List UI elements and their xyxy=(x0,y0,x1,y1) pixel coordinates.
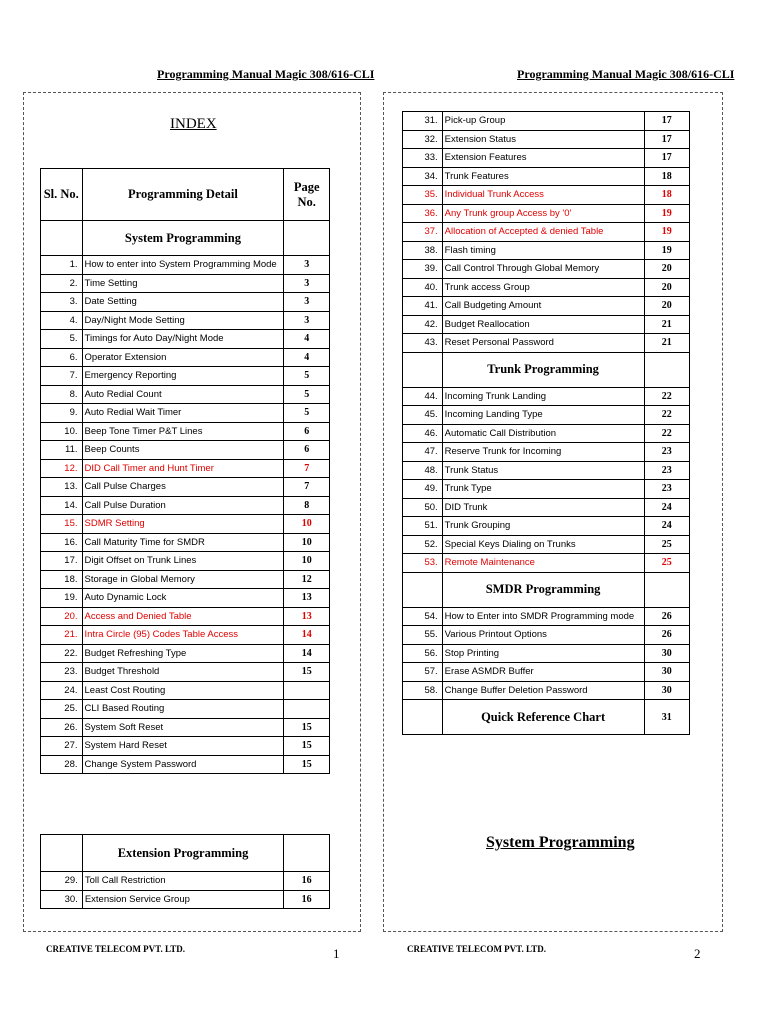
row-number: 37. xyxy=(403,223,443,242)
row-detail: SDMR Setting xyxy=(82,515,284,534)
index-row xyxy=(403,167,690,186)
row-detail: Special Keys Dialing on Trunks xyxy=(442,535,644,554)
index-row xyxy=(403,241,690,260)
row-page: 30 xyxy=(644,644,689,663)
row-page: 8 xyxy=(284,496,330,515)
index-row xyxy=(41,890,330,909)
row-detail: Extension Features xyxy=(442,149,644,168)
row-page: 3 xyxy=(284,256,330,275)
row-number: 27. xyxy=(41,737,83,756)
row-detail: Day/Night Mode Setting xyxy=(82,311,284,330)
index-row xyxy=(41,515,330,534)
section-trunk-programming: Trunk Programming xyxy=(442,352,644,387)
row-number: 26. xyxy=(41,718,83,737)
row-number: 4. xyxy=(41,311,83,330)
index-row xyxy=(403,681,690,700)
row-number: 42. xyxy=(403,315,443,334)
index-row xyxy=(41,293,330,312)
row-number: 22. xyxy=(41,644,83,663)
row-detail: Budget Refreshing Type xyxy=(82,644,284,663)
row-number: 50. xyxy=(403,498,443,517)
index-row xyxy=(41,589,330,608)
index-row xyxy=(403,334,690,353)
row-page: 24 xyxy=(644,498,689,517)
row-detail: Change Buffer Deletion Password xyxy=(442,681,644,700)
row-detail: Auto Redial Count xyxy=(82,385,284,404)
row-page: 20 xyxy=(644,260,689,279)
right-page-number: 2 xyxy=(694,946,701,961)
row-page: 22 xyxy=(644,387,689,406)
index-row xyxy=(41,626,330,645)
row-page: 15 xyxy=(284,755,330,774)
row-page: 14 xyxy=(284,626,330,645)
index-row xyxy=(41,552,330,571)
row-detail: Change System Password xyxy=(82,755,284,774)
index-row xyxy=(403,644,690,663)
row-detail: Intra Circle (95) Codes Table Access xyxy=(82,626,284,645)
index-row xyxy=(403,461,690,480)
row-number: 3. xyxy=(41,293,83,312)
index-row xyxy=(403,223,690,242)
index-row xyxy=(41,274,330,293)
row-number: 1. xyxy=(41,256,83,275)
row-detail: Trunk Features xyxy=(442,167,644,186)
index-title: INDEX xyxy=(170,116,217,132)
index-row xyxy=(41,459,330,478)
left-page-number: 1 xyxy=(333,946,340,961)
left-footer-company: CREATIVE TELECOM PVT. LTD. xyxy=(46,944,185,954)
row-number: 9. xyxy=(41,404,83,423)
row-page: 10 xyxy=(284,533,330,552)
row-page: 5 xyxy=(284,404,330,423)
row-page: 21 xyxy=(644,315,689,334)
row-page: 13 xyxy=(284,589,330,608)
row-page xyxy=(284,681,330,700)
row-detail: Trunk Status xyxy=(442,461,644,480)
row-number: 40. xyxy=(403,278,443,297)
index-row xyxy=(403,260,690,279)
quick-reference-page: 31 xyxy=(644,700,689,735)
row-detail: Automatic Call Distribution xyxy=(442,424,644,443)
index-row xyxy=(403,204,690,223)
row-detail: Call Control Through Global Memory xyxy=(442,260,644,279)
row-page: 25 xyxy=(644,535,689,554)
row-number: 57. xyxy=(403,663,443,682)
row-number: 41. xyxy=(403,297,443,316)
index-row xyxy=(41,441,330,460)
row-detail: Storage in Global Memory xyxy=(82,570,284,589)
row-number: 2. xyxy=(41,274,83,293)
index-row xyxy=(403,663,690,682)
row-page: 16 xyxy=(284,872,330,891)
row-number: 23. xyxy=(41,663,83,682)
row-number: 44. xyxy=(403,387,443,406)
index-row xyxy=(41,496,330,515)
row-detail: Flash timing xyxy=(442,241,644,260)
row-number: 32. xyxy=(403,130,443,149)
row-page: 19 xyxy=(644,241,689,260)
index-row xyxy=(41,422,330,441)
row-page: 6 xyxy=(284,422,330,441)
row-detail: Pick-up Group xyxy=(442,112,644,131)
row-detail: Incoming Landing Type xyxy=(442,406,644,425)
row-detail: Trunk Grouping xyxy=(442,517,644,536)
row-number: 48. xyxy=(403,461,443,480)
row-page xyxy=(284,700,330,719)
row-page: 18 xyxy=(644,167,689,186)
row-detail: Extension Status xyxy=(442,130,644,149)
row-detail: Stop Printing xyxy=(442,644,644,663)
row-number: 10. xyxy=(41,422,83,441)
index-row xyxy=(41,700,330,719)
row-number: 45. xyxy=(403,406,443,425)
index-row xyxy=(41,311,330,330)
index-row xyxy=(403,406,690,425)
index-row xyxy=(41,607,330,626)
row-page: 15 xyxy=(284,737,330,756)
row-detail: Call Pulse Duration xyxy=(82,496,284,515)
row-number: 5. xyxy=(41,330,83,349)
row-page: 17 xyxy=(644,112,689,131)
row-page: 18 xyxy=(644,186,689,205)
row-page: 19 xyxy=(644,223,689,242)
row-number: 43. xyxy=(403,334,443,353)
index-row xyxy=(41,737,330,756)
index-row xyxy=(403,424,690,443)
index-row xyxy=(403,498,690,517)
right-index-table xyxy=(402,111,690,735)
row-detail: Timings for Auto Day/Night Mode xyxy=(82,330,284,349)
row-detail: Extension Service Group xyxy=(82,890,283,909)
row-number: 18. xyxy=(41,570,83,589)
row-detail: Time Setting xyxy=(82,274,284,293)
section-smdr-programming: SMDR Programming xyxy=(442,572,644,607)
row-page: 23 xyxy=(644,461,689,480)
row-detail: System Soft Reset xyxy=(82,718,284,737)
row-number: 46. xyxy=(403,424,443,443)
row-page: 22 xyxy=(644,406,689,425)
row-detail: Erase ASMDR Buffer xyxy=(442,663,644,682)
row-detail: Budget Threshold xyxy=(82,663,284,682)
index-row xyxy=(403,517,690,536)
row-detail: Digit Offset on Trunk Lines xyxy=(82,552,284,571)
row-page: 20 xyxy=(644,278,689,297)
row-page: 20 xyxy=(644,297,689,316)
row-detail: Various Printout Options xyxy=(442,626,644,645)
row-number: 24. xyxy=(41,681,83,700)
row-number: 11. xyxy=(41,441,83,460)
row-number: 25. xyxy=(41,700,83,719)
row-page: 22 xyxy=(644,424,689,443)
row-page: 10 xyxy=(284,552,330,571)
row-page: 14 xyxy=(284,644,330,663)
index-row xyxy=(403,480,690,499)
row-number: 56. xyxy=(403,644,443,663)
row-number: 17. xyxy=(41,552,83,571)
index-row xyxy=(403,278,690,297)
row-number: 34. xyxy=(403,167,443,186)
row-number: 39. xyxy=(403,260,443,279)
index-row xyxy=(41,385,330,404)
row-number: 36. xyxy=(403,204,443,223)
row-number: 31. xyxy=(403,112,443,131)
left-index-table xyxy=(40,168,330,774)
row-number: 15. xyxy=(41,515,83,534)
sl-no-header: Sl. No. xyxy=(41,169,83,221)
row-page: 25 xyxy=(644,554,689,573)
row-detail: DID Trunk xyxy=(442,498,644,517)
row-detail: Toll Call Restriction xyxy=(82,872,283,891)
row-number: 35. xyxy=(403,186,443,205)
right-page-header: Programming Manual Magic 308/616-CLI xyxy=(517,67,735,81)
index-row xyxy=(41,663,330,682)
index-row xyxy=(403,387,690,406)
row-detail: Budget Reallocation xyxy=(442,315,644,334)
right-footer-company: CREATIVE TELECOM PVT. LTD. xyxy=(407,944,546,954)
row-number: 14. xyxy=(41,496,83,515)
row-page: 3 xyxy=(284,293,330,312)
row-number: 38. xyxy=(403,241,443,260)
row-number: 13. xyxy=(41,478,83,497)
index-row xyxy=(403,554,690,573)
index-row xyxy=(403,443,690,462)
row-page: 26 xyxy=(644,626,689,645)
index-row xyxy=(41,681,330,700)
index-row xyxy=(403,186,690,205)
row-page: 15 xyxy=(284,718,330,737)
row-detail: System Hard Reset xyxy=(82,737,284,756)
index-row xyxy=(41,404,330,423)
row-detail: Call Budgeting Amount xyxy=(442,297,644,316)
row-detail: Date Setting xyxy=(82,293,284,312)
index-row xyxy=(41,644,330,663)
row-page: 12 xyxy=(284,570,330,589)
row-page: 17 xyxy=(644,130,689,149)
row-number: 33. xyxy=(403,149,443,168)
index-row xyxy=(41,570,330,589)
row-page: 5 xyxy=(284,385,330,404)
row-page: 30 xyxy=(644,681,689,700)
index-row xyxy=(41,330,330,349)
row-detail: Remote Maintenance xyxy=(442,554,644,573)
section-system-programming: System Programming xyxy=(82,221,284,256)
quick-reference-label: Quick Reference Chart xyxy=(442,700,644,735)
index-row xyxy=(41,872,330,891)
row-detail: Call Maturity Time for SMDR xyxy=(82,533,284,552)
row-number: 54. xyxy=(403,607,443,626)
row-page: 3 xyxy=(284,274,330,293)
row-page: 5 xyxy=(284,367,330,386)
row-page: 23 xyxy=(644,443,689,462)
row-page: 26 xyxy=(644,607,689,626)
row-page: 6 xyxy=(284,441,330,460)
row-number: 30. xyxy=(41,890,83,909)
index-row xyxy=(403,535,690,554)
row-detail: Incoming Trunk Landing xyxy=(442,387,644,406)
index-row xyxy=(403,607,690,626)
row-detail: How to Enter into SMDR Programming mode xyxy=(442,607,644,626)
row-number: 7. xyxy=(41,367,83,386)
row-detail: Individual Trunk Access xyxy=(442,186,644,205)
row-number: 49. xyxy=(403,480,443,499)
index-row xyxy=(41,348,330,367)
row-page: 19 xyxy=(644,204,689,223)
row-detail: Beep Counts xyxy=(82,441,284,460)
row-page: 4 xyxy=(284,348,330,367)
extension-index-table xyxy=(40,834,330,909)
section-extension-programming: Extension Programming xyxy=(82,835,283,872)
row-number: 19. xyxy=(41,589,83,608)
index-row xyxy=(403,130,690,149)
row-detail: Allocation of Accepted & denied Table xyxy=(442,223,644,242)
row-page: 7 xyxy=(284,459,330,478)
row-detail: Any Trunk group Access by '0' xyxy=(442,204,644,223)
row-number: 51. xyxy=(403,517,443,536)
index-row xyxy=(403,626,690,645)
row-number: 58. xyxy=(403,681,443,700)
row-detail: Auto Dynamic Lock xyxy=(82,589,284,608)
row-number: 29. xyxy=(41,872,83,891)
row-detail: CLI Based Routing xyxy=(82,700,284,719)
index-row xyxy=(403,149,690,168)
row-number: 55. xyxy=(403,626,443,645)
index-row xyxy=(41,478,330,497)
row-detail: How to enter into System Programming Mode xyxy=(82,256,284,275)
row-page: 4 xyxy=(284,330,330,349)
row-number: 52. xyxy=(403,535,443,554)
row-page: 10 xyxy=(284,515,330,534)
row-page: 21 xyxy=(644,334,689,353)
row-detail: Emergency Reporting xyxy=(82,367,284,386)
row-detail: Access and Denied Table xyxy=(82,607,284,626)
row-page: 24 xyxy=(644,517,689,536)
left-page-header: Programming Manual Magic 308/616-CLI xyxy=(157,67,375,81)
row-page: 15 xyxy=(284,663,330,682)
row-page: 30 xyxy=(644,663,689,682)
page-header: Page No. xyxy=(284,169,330,221)
row-number: 6. xyxy=(41,348,83,367)
index-row xyxy=(41,367,330,386)
row-number: 28. xyxy=(41,755,83,774)
system-programming-title: System Programming xyxy=(486,834,635,851)
row-detail: DID Call Timer and Hunt Timer xyxy=(82,459,284,478)
row-number: 53. xyxy=(403,554,443,573)
row-number: 16. xyxy=(41,533,83,552)
row-detail: Trunk access Group xyxy=(442,278,644,297)
row-page: 17 xyxy=(644,149,689,168)
row-page: 3 xyxy=(284,311,330,330)
row-detail: Least Cost Routing xyxy=(82,681,284,700)
row-number: 20. xyxy=(41,607,83,626)
row-detail: Beep Tone Timer P&T Lines xyxy=(82,422,284,441)
row-detail: Operator Extension xyxy=(82,348,284,367)
row-detail: Reserve Trunk for Incoming xyxy=(442,443,644,462)
row-number: 12. xyxy=(41,459,83,478)
row-detail: Reset Personal Password xyxy=(442,334,644,353)
row-detail: Trunk Type xyxy=(442,480,644,499)
row-number: 8. xyxy=(41,385,83,404)
index-row xyxy=(41,718,330,737)
index-row xyxy=(41,256,330,275)
detail-header: Programming Detail xyxy=(82,169,284,221)
index-row xyxy=(403,112,690,131)
index-row xyxy=(403,315,690,334)
row-page: 13 xyxy=(284,607,330,626)
row-number: 47. xyxy=(403,443,443,462)
row-number: 21. xyxy=(41,626,83,645)
index-row xyxy=(41,533,330,552)
row-page: 23 xyxy=(644,480,689,499)
row-detail: Call Pulse Charges xyxy=(82,478,284,497)
row-page: 16 xyxy=(284,890,330,909)
row-detail: Auto Redial Wait Timer xyxy=(82,404,284,423)
row-page: 7 xyxy=(284,478,330,497)
index-row xyxy=(403,297,690,316)
index-row xyxy=(41,755,330,774)
